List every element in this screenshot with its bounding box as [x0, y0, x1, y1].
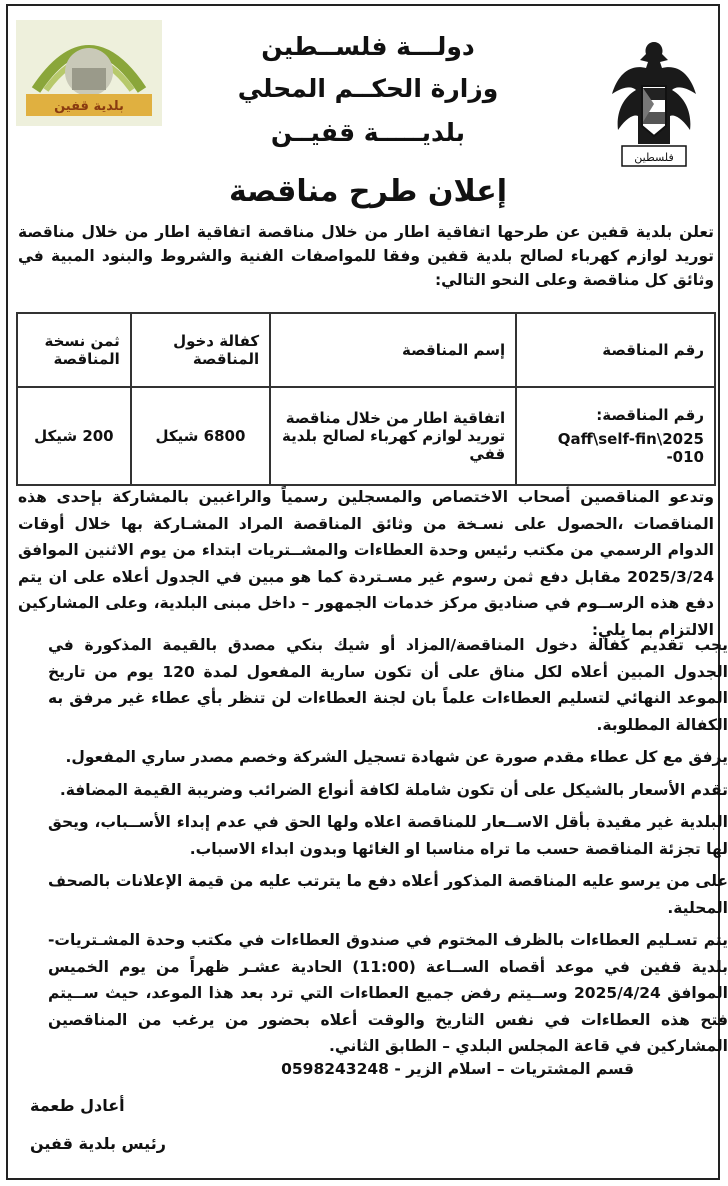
- header-tender-number: رقم المناقصة: [516, 313, 715, 387]
- signatory-role: رئيس بلدية قفين: [30, 1134, 166, 1153]
- header-ministry: وزارة الحكــم المحلي: [237, 74, 499, 103]
- tender-number-value: Qaff\self-fin\2025 -010: [557, 430, 704, 466]
- list-item: ● تقدم الأسعار بالشيكل على أن تكون شاملة لكافة أنواع الضرائب وضريبة القيمة المضافة.: [48, 777, 728, 804]
- conditions-list: [48, 632, 728, 1066]
- cell-copy-price: 200 شيكل: [17, 387, 131, 485]
- header-tender-name: إسم المناقصة: [270, 313, 516, 387]
- intro-paragraph: تعلن بلدية قفين عن طرحها اتفاقية اطار من خلال مناقصة اتفاقية اطار من خلال مناقصة توريد لوازم كهرباء لصالح بلدية قفين وفقا للمواصفات الفنية والشروط والبنود المبية في وثائق كل مناقصة وعلى النحو التالي:: [18, 223, 714, 289]
- cell-tender-number: [516, 387, 715, 485]
- emblem-scroll-text: فلسطين: [634, 151, 674, 164]
- invitation-paragraph: وتدعو المناقصين أصحاب الاختصاص والمسجلين رسمياً والراغبين بالمشاركة بإحدى هذه المناقصات ،الحصول على نسـخة من وثائق المناقصة المراد المشـاركة بها خلال أوقات الدوام الرسمي من مكتب رئيس وحدة العطاءات والمشــتريات ابتداء من يوم الاثنين الموافق 2025/3/24 مقابل دفع ثمن رسوم غير مسـتردة كما هو مبين في الجدول أعلاه على ان يتم دفع هذه الرســوم في صناديق مركز خدمات الجمهور – داخل مبنى البلدية، وعلى المشاركين الالتزام بما يلي:: [18, 488, 714, 639]
- procurement-contact: قسم المشتريات – اسلام الزير - 0598243248: [281, 1060, 634, 1078]
- cell-entry-guarantee: 6800 شيكل: [131, 387, 270, 485]
- header-state: دولـــة فلســطين: [261, 32, 475, 61]
- table-header-row: [17, 313, 715, 387]
- list-item: ● يتم تسـليم العطاءات بالظرف المختوم في صندوق العطاءات في مكتب وحدة المشـتريات- بلدية قفين في موعد أقصاه الســاعة (11:00) الحادية عشـر ظهراً من يوم الخميس الموافق 2025/4/24 وســيتم رفض جميع العطاءات التي ترد بعد هذا الموعد، حيث ســيتم فتح هذه العطاءات في نفس التاريخ والوقت أعلاه بحضور من يرغب من المناقصين المشاركين في قاعة المجلس البلدي – الطابق الثاني.: [48, 927, 728, 1060]
- list-item: ● يجب تقديم كفالة دخول المناقصة/المزاد أو شيك بنكي مصدق بالقيمة المذكورة في الجدول المبين أعلاه لكل مناق على أن تكون سارية المفعول لمدة 120 يوم من تاريخ الموعد النهائي لتسليم العطاءات علماً بان لجنة العطاءات لن تنظر بأي عطاء غير مرفق به الكفالة المطلوبة.: [48, 632, 728, 738]
- tender-table: [16, 312, 716, 486]
- list-item: ● يرفق مع كل عطاء مقدم صورة عن شهادة تسجيل الشركة وخصم مصدر ساري المفعول.: [48, 744, 728, 771]
- page-title: إعلان طرح مناقصة: [228, 174, 508, 209]
- header-entry-guarantee: كفالة دخول المناقصة: [131, 313, 270, 387]
- table-row: [17, 387, 715, 485]
- signatory-name: أعادل طعمة: [30, 1096, 125, 1115]
- header-municipality: بلديـــــة قفيــن: [270, 118, 466, 147]
- tender-number-label: رقم المناقصة:: [596, 406, 704, 424]
- cell-tender-name: اتفاقية اطار من خلال مناقصة توريد لوازم كهرباء لصالح بلدية قفي: [270, 387, 516, 485]
- list-item: ● البلدية غير مقيدة بأقل الاســعار للمناقصة اعلاه ولها الحق في عدم إبداء الأســباب، ويحق لها تجزئة المناقصة حسب ما تراه مناسبا او الغائها وبدون ابداء الاسباب.: [48, 809, 728, 862]
- list-item: ● على من يرسو عليه المناقصة المذكور أعلاه دفع ما يترتب عليه من قيمة الإعلانات بالصحف المحلية.: [48, 868, 728, 921]
- palestine-eagle-emblem: [608, 34, 700, 174]
- municipality-logo: [16, 20, 162, 126]
- municipality-logo-text: بلدية قفين: [54, 99, 124, 114]
- announcement-page: [6, 4, 728, 1180]
- header-copy-price: ثمن نسخة المناقصة: [17, 313, 131, 387]
